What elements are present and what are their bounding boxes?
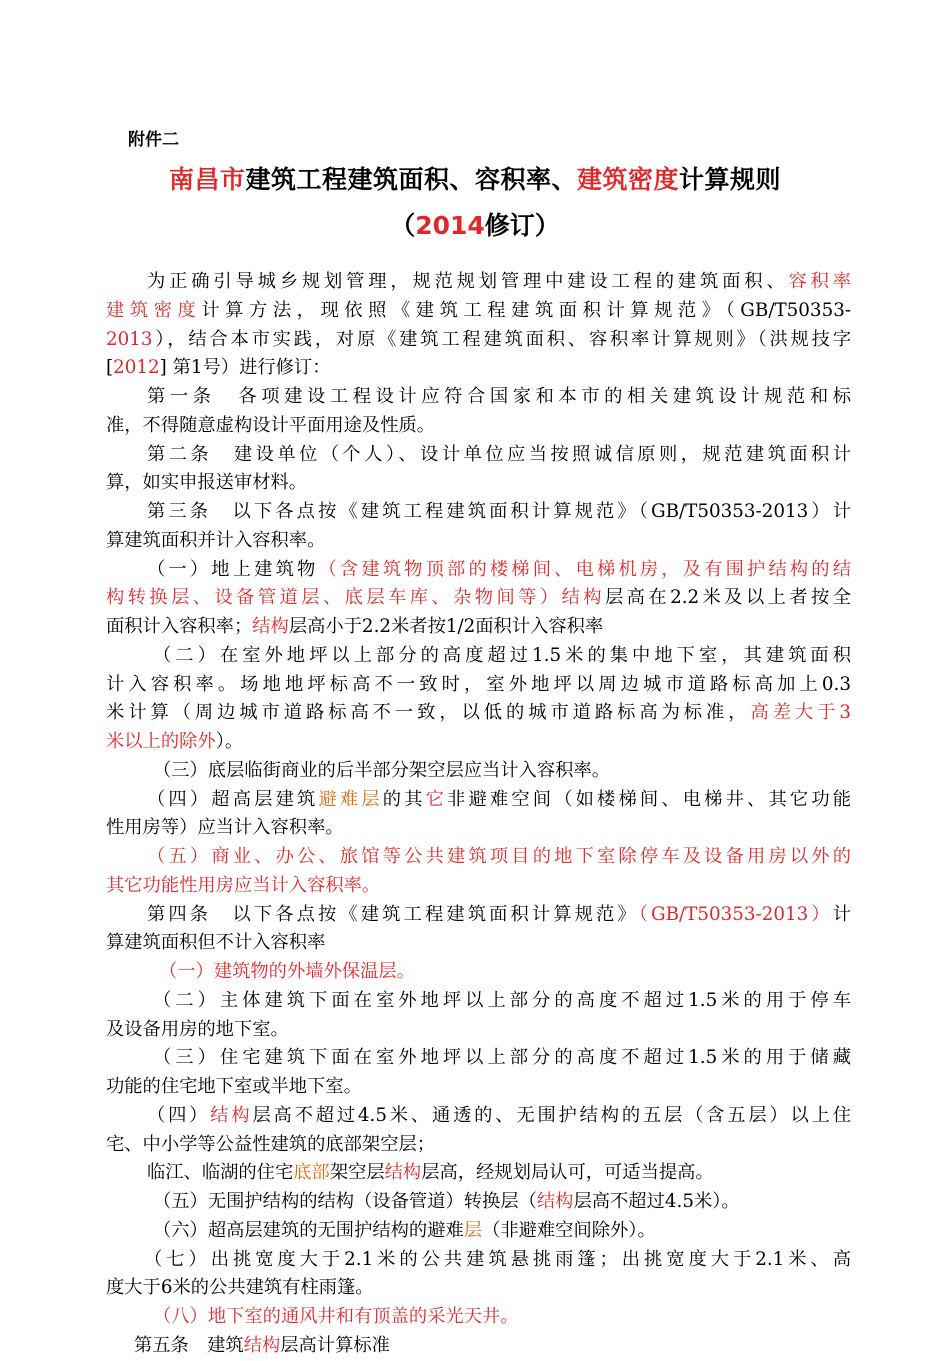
item-highlight: 避难层 [318, 788, 383, 810]
article-4-item-3-line-1: （三）住宅建筑下面在室外地坪以上部分的高度不超过1.5米的用于储藏 [153, 1047, 851, 1069]
subtitle-year: 2014 [415, 211, 485, 240]
article-3-item-1-line-2 [106, 584, 851, 613]
article-4-item-1: （一）建筑物的外墙外保温层。 [159, 961, 415, 982]
intro-highlight: 容积率 [788, 271, 852, 292]
document-subtitle [0, 206, 950, 242]
article-text: 第四条 以下各点按《建筑工程建筑面积计算规范》 [147, 903, 639, 925]
article-4-line-1 [106, 901, 851, 930]
article-3-item-2-line-2: 计入容积率。场地地坪标高不一致时，室外地坪以周边城市道路标高加上0.3 [106, 673, 851, 695]
intro-line-3 [106, 326, 851, 355]
subtitle-open: （ [390, 211, 416, 240]
title-end: 计算规则 [679, 165, 782, 194]
article-4-item-4-line-2: 宅、中小学等公益性建筑的底部架空层； [106, 1133, 436, 1155]
item-highlight: 结构 [561, 587, 605, 609]
intro-line-2 [106, 297, 851, 326]
item-highlight: 结构 [252, 616, 289, 637]
item-text: 层高不超过4.5米）。 [573, 1191, 740, 1212]
item-text: 非避难空间（如楼梯间、电梯井、其它功能 [447, 788, 852, 810]
item-highlight: 层 [463, 1219, 483, 1241]
item-highlight: 构转换层、设备管道层、底层车库、杂物间等） [106, 587, 562, 609]
article-4-item-7-line-2: 度大于6米的公共建筑有柱雨篷。 [106, 1277, 374, 1299]
article-2-line-1: 第二条 建设单位（个人）、设计单位应当按照诚信原则，规范建筑面积计 [147, 443, 851, 465]
article-3-item-2-line-1: （二）在室外地坪以上部分的高度超过1.5米的集中地下室，其建筑面积 [153, 644, 851, 666]
item-text: 架空层 [329, 1162, 385, 1184]
article-4-item-8: （八）地下室的通风井和有顶盖的采光天井。 [153, 1306, 519, 1327]
intro-text: ] 第1号）进行修订： [159, 357, 331, 379]
item-highlight: 米以上的除外 [106, 731, 216, 752]
article-1-line-2: 准，不得随意虚构设计平面用途及性质。 [106, 414, 436, 436]
item-text: 临江、临湖的住宅 [147, 1162, 294, 1184]
article-4-item-2-line-1: （二）主体建筑下面在室外地坪以上部分的高度不超过1.5米的用于停车 [153, 989, 851, 1011]
item-text: 米计算（周边城市道路标高不一致，以低的城市道路标高为标准， [106, 702, 751, 724]
article-3-item-3: （三）底层临街商业的后半部分架空层应当计入容积率。 [153, 759, 611, 781]
item-highlight: 结构 [536, 1191, 574, 1212]
article-3-item-2-line-4 [106, 728, 851, 757]
intro-line-1 [106, 268, 851, 297]
item-highlight: 它 [425, 788, 448, 810]
item-text: 层高，经规划局认可，可适当提高。 [421, 1162, 714, 1184]
article-3-item-2-line-3 [106, 699, 851, 728]
article-4-item-5 [106, 1188, 851, 1217]
item-text: （四）超高层建筑 [147, 788, 319, 810]
article-3-item-5-line-2: 其它功能性用房应当计入容积率。 [106, 874, 381, 896]
item-text: （五）无围护结构的结构（设备管道）转换层（ [153, 1191, 537, 1212]
subtitle-rest: 修订） [484, 211, 560, 240]
article-highlight: 结构 [243, 1334, 281, 1356]
article-text: 层高计算标准 [280, 1334, 390, 1356]
title-city: 南昌市 [168, 165, 246, 194]
article-4-item-4-line-1 [106, 1102, 851, 1131]
intro-highlight: 2012 [113, 357, 160, 379]
intro-text: [ [106, 357, 114, 379]
item-text: （非避难空间除外）。 [482, 1219, 656, 1241]
item-text: （一）地上建筑物 [147, 558, 319, 580]
item-highlight: 底部 [293, 1162, 330, 1184]
intro-line-4 [106, 354, 851, 383]
article-4-item-6 [106, 1217, 851, 1246]
article-4-item-2-line-2: 及设备用房的地下室。 [106, 1018, 289, 1040]
item-highlight: （含建筑物顶部的楼梯间、电梯机房，及有围护结构的结 [318, 558, 852, 580]
article-highlight: （GB/T50353-2013） [638, 903, 833, 925]
item-text: （六）超高层建筑的无围护结构的避难 [153, 1219, 464, 1241]
document-title [0, 160, 950, 196]
item-highlight: 结构 [210, 1104, 253, 1126]
article-3-line-2: 算建筑面积并计入容积率。 [106, 529, 326, 551]
item-text: 的其 [382, 788, 426, 810]
article-3-item-4-line-1 [106, 786, 851, 815]
article-text: 第五条 建筑 [134, 1334, 244, 1356]
document-body [106, 268, 851, 1361]
intro-highlight: 2013 [106, 328, 153, 350]
article-3-item-1-line-3 [106, 613, 851, 642]
article-1-line-1: 第一条 各项建设工程设计应符合国家和本市的相关建筑设计规范和标 [147, 386, 851, 407]
article-text: 计 [832, 903, 851, 925]
article-2-line-2: 算，如实申报送审材料。 [106, 472, 308, 494]
item-text: 面积计入容积率； [106, 616, 253, 637]
intro-highlight: 建筑密度 [106, 299, 202, 321]
title-density: 建筑密度 [577, 165, 680, 194]
article-3-line-1: 第三条 以下各点按《建筑工程建筑面积计算规范》（GB/T50353-2013）计 [147, 501, 851, 522]
article-3-item-1-line-1 [106, 556, 851, 585]
attachment-label: 附件二 [128, 130, 179, 150]
intro-text: 计算方法，现依照《建筑工程建筑面积计算规范》（GB/T50353- [201, 299, 852, 321]
title-middle: 建筑工程建筑面积、容积率、 [245, 165, 577, 194]
item-text: ）。 [215, 731, 244, 752]
item-highlight: 高差大于3 [750, 702, 851, 724]
item-text: （四） [147, 1104, 211, 1126]
article-3-item-5-line-1: （五）商业、办公、旅馆等公共建筑项目的地下室除停车及设备用房以外的 [147, 846, 851, 867]
item-text: 层高小于2.2米者按1/2面积计入容积率 [288, 616, 604, 637]
article-4-item-3-line-2: 功能的住宅地下室或半地下室。 [106, 1076, 362, 1097]
item-text: 层高在2.2米及以上者按全 [604, 587, 852, 609]
item-text: 层高不超过4.5米、通透的、无围护结构的五层（含五层）以上住 [252, 1104, 852, 1126]
article-4-line-2: 算建筑面积但不计入容积率 [106, 932, 326, 954]
intro-text: ），结合本市实践，对原《建筑工程建筑面积、容积率计算规则》（洪规技字 [152, 328, 851, 350]
article-3-item-4-line-2: 性用房等）应当计入容积率。 [106, 817, 344, 839]
item-highlight: 结构 [384, 1162, 422, 1184]
intro-text: 为正确引导城乡规划管理，规范规划管理中建设工程的建筑面积、 [147, 271, 789, 292]
article-4-item-4-line-3 [106, 1159, 851, 1188]
article-4-item-7-line-1: （七）出挑宽度大于2.1米的公共建筑悬挑雨篷；出挑宽度大于2.1米、高 [144, 1248, 851, 1270]
article-5-heading [106, 1332, 851, 1361]
